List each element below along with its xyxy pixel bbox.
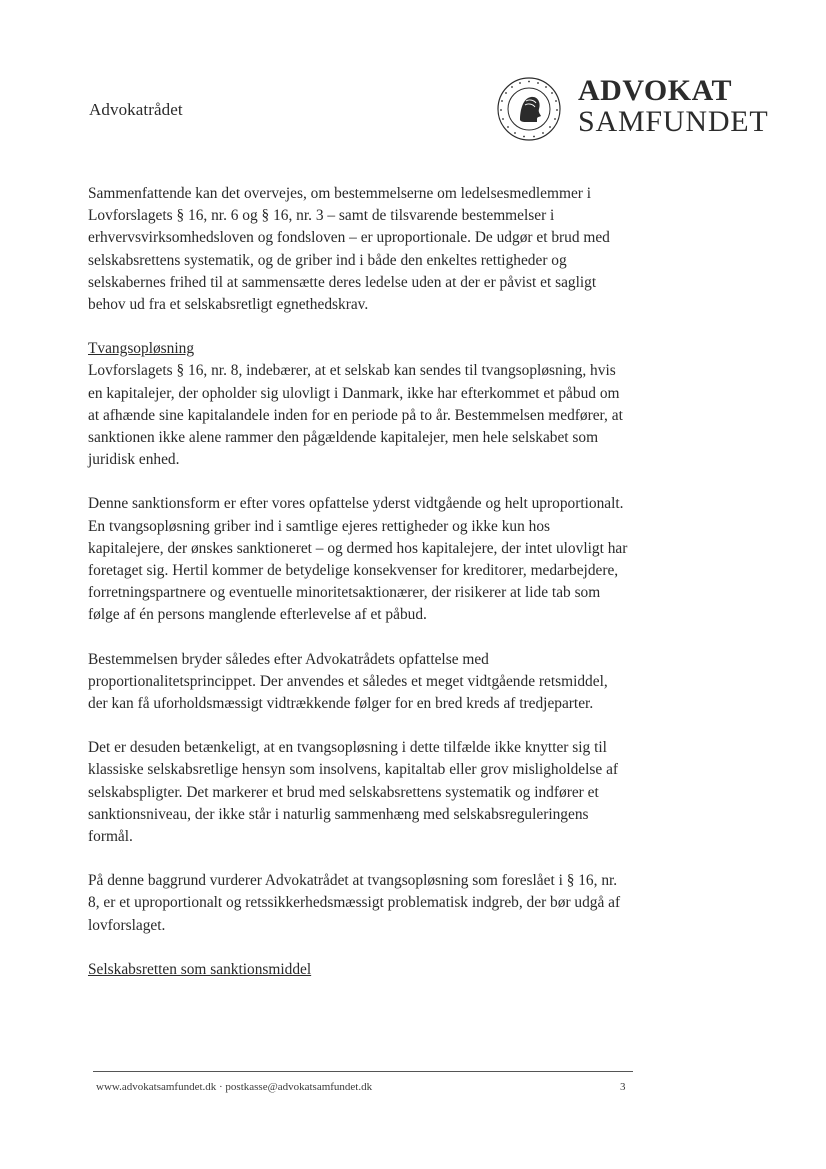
section-heading: Selskabsretten som sanktionsmiddel <box>88 960 312 978</box>
paragraph: Det er desuden betænkeligt, at en tvangsopløsning i dette tilfælde ikke knytter sig til klassiske selskabsretlige hensyn som insolvens, kapitaltab eller grov misligholdelse af selskabspligter. Det markerer et brud med selskabsrettens systematik og indfører et sanktionsniveau, der ikke står i naturlig sammenhæng med selskabsreguleringens formål. <box>88 739 619 846</box>
section-heading: Tvangsopløsning <box>88 340 195 358</box>
seal-icon <box>496 76 562 142</box>
footer-contact: www.advokatsamfundet.dk · postkasse@advokatsamfundet.dk <box>96 1081 373 1093</box>
paragraph: Bestemmelsen bryder således efter Advokatrådets opfattelse med proportionalitetsprincippet. Der anvendes et således et meget vidtgående retsmiddel, der kan få uforholdsmæssigt vidtrækkende følger for en bred kreds af tredjeparter. <box>88 650 608 713</box>
paragraph: Sammenfattende kan det overvejes, om bestemmelserne om ledelsesmedlemmer i Lovforslagets § 16, nr. 6 og § 16, nr. 3 – samt de tilsvarende bestemmelser i erhvervsvirksomhedsloven og fondsloven – er uproportionale. De udgør et brud med selskabsrettens systematik, og de griber ind i både den enkeltes rettigheder og selskabernes frihed til at sammensætte deres ledelse uden at der er påvist et sagligt behov ud fra et selskabsretligt egnethedskrav. <box>88 185 610 314</box>
logo-wordmark-samfundet: SAMFUNDET <box>578 105 769 138</box>
footer-divider <box>93 1071 633 1072</box>
advokatsamfundet-logo <box>496 76 776 146</box>
paragraph: Lovforslagets § 16, nr. 8, indebærer, at et selskab kan sendes til tvangsopløsning, hvis en kapitalejer, der opholder sig ulovligt i Danmark, ikke har efterkommet et påbud om at afhænde sine kapitalandele inden for en periode på to år. Bestemmelsen medfører, at sanktionen ikke alene rammer den pågældende kapitalejer, men hele selskabet som juridisk enhed. <box>88 362 623 469</box>
letter-body <box>88 183 628 981</box>
logo-wordmark-advokat: ADVOKAT <box>578 74 733 107</box>
paragraph: På denne baggrund vurderer Advokatrådet at tvangsopløsning som foreslået i § 16, nr. 8, er et uproportionalt og retssikkerhedsmæssigt problematisk indgreb, der bør udgå af lovforslaget. <box>88 872 621 934</box>
paragraph: Denne sanktionsform er efter vores opfattelse yderst vidtgående og helt uproportionalt. En tvangsopløsning griber ind i samtlige ejeres rettigheder og ikke kun hos kapitalejere, der ønskes sanktioneret – og dermed hos kapitalejere, der intet ulovligt har foretaget sig. Hertil kommer de betydelige konsekvenser for kreditorer, medarbejdere, forretningspartnere og eventuelle minoritetsaktionærer, der risikerer at lide tab som følge af én persons manglende efterlevelse af et påbud. <box>88 495 628 624</box>
page-number: 3 <box>620 1081 626 1093</box>
sender-name: Advokatrådet <box>89 100 183 119</box>
